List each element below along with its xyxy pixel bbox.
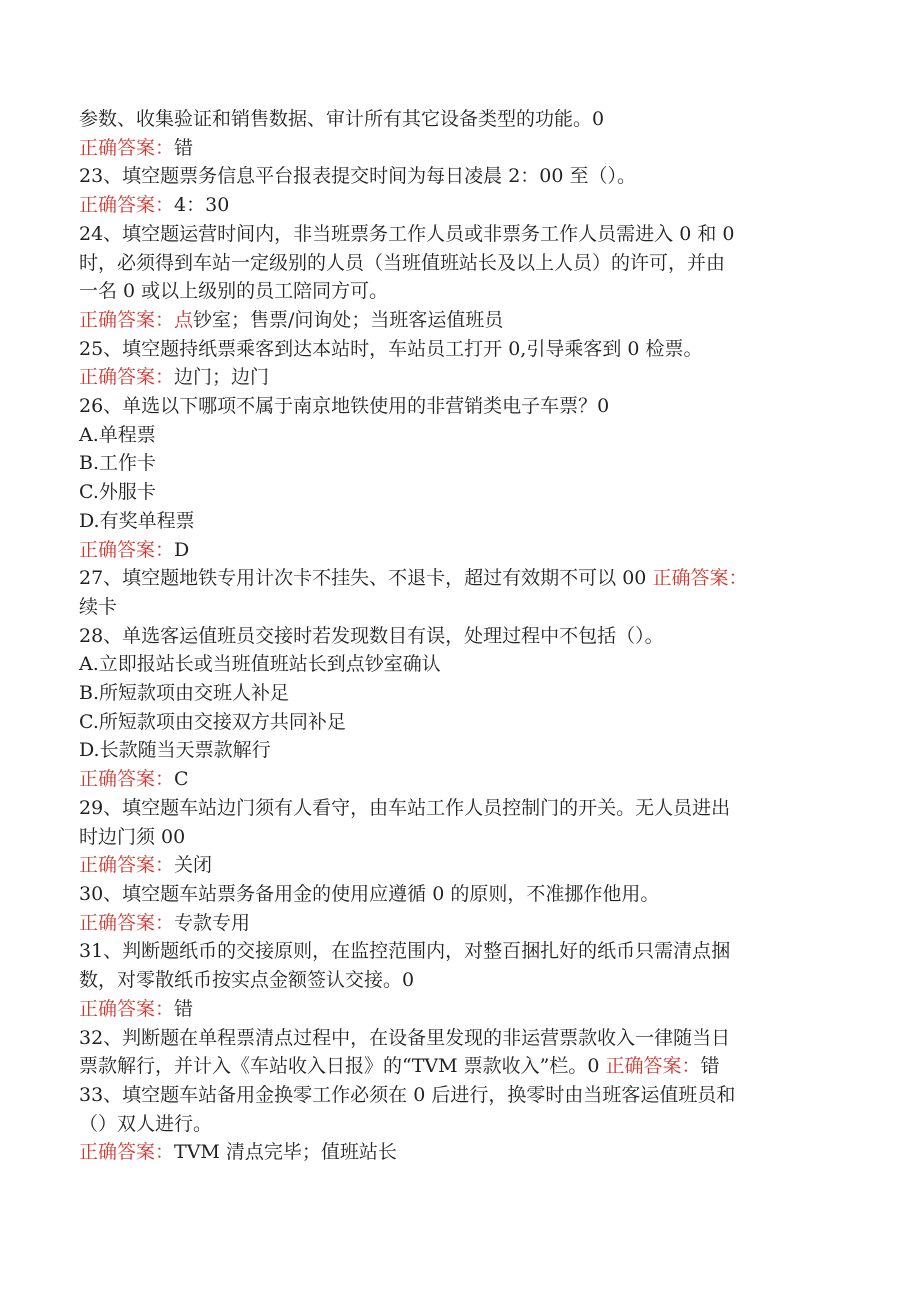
answer-label: 正确答案： <box>79 1141 175 1164</box>
text-segment: 钞室；售票/问询处；当班客运值班员 <box>193 308 504 331</box>
text-line <box>79 134 839 163</box>
text-line <box>79 335 839 364</box>
text-line <box>79 1110 839 1139</box>
answer-label: 正确答案： <box>652 567 748 590</box>
text-segment: 边门；边门 <box>174 366 270 389</box>
text-line <box>79 249 839 278</box>
answer-label: 正确答案： <box>79 538 175 561</box>
text-segment: 时，必须得到车站一定级别的人员（当班值班站长及以上人员）的许可，并由 <box>79 251 726 274</box>
answer-label: 正确答案： <box>79 366 175 389</box>
answer-label: 正确答案： <box>79 911 175 934</box>
text-segment: 数，对零散纸币按实点金额签认交接。0 <box>79 969 415 992</box>
text-line <box>79 191 839 220</box>
text-line <box>79 1081 839 1110</box>
text-segment: A.单程票 <box>79 423 156 446</box>
text-line <box>79 622 839 651</box>
text-segment: （）双人进行。 <box>79 1112 213 1135</box>
text-segment: 专款专用 <box>174 911 251 934</box>
text-segment: 错 <box>700 1055 720 1078</box>
text-line <box>79 306 839 335</box>
text-segment: D.长款随当天票款解行 <box>79 739 271 762</box>
text-line <box>79 277 839 306</box>
text-segment: 26、单选以下哪项不属于南京地铁使用的非营销类电子车票？0 <box>79 395 610 418</box>
text-segment: B.工作卡 <box>79 452 157 475</box>
text-line <box>79 564 839 593</box>
text-line <box>79 1052 839 1081</box>
text-line <box>79 105 839 134</box>
text-segment: B.所短款项由交班人补足 <box>79 682 290 705</box>
text-segment: 33、填空题车站备用金换零工作必须在 0 后进行，换零时由当班客运值班员和 <box>79 1083 736 1106</box>
text-segment: 27、填空题地铁专用计次卡不挂失、不退卡，超过有效期不可以 00 <box>79 567 653 590</box>
text-segment: C <box>174 768 189 791</box>
text-segment: 4：30 <box>174 194 230 217</box>
text-line <box>79 650 839 679</box>
text-segment: 错 <box>174 136 194 159</box>
answer-label: 正确答案： <box>79 854 175 877</box>
text-line <box>79 392 839 421</box>
text-line <box>79 536 839 565</box>
answer-label: 正确答案： <box>79 768 175 791</box>
text-segment: 25、填空题持纸票乘客到达本站时，车站员工打开 0,引导乘客到 0 检票。 <box>79 337 703 360</box>
text-segment: 30、填空题车站票务备用金的使用应遵循 0 的原则，不准挪作他用。 <box>79 882 660 905</box>
text-segment: 错 <box>174 997 194 1020</box>
text-segment: 关闭 <box>174 854 213 877</box>
text-segment: C.所短款项由交接双方共同补足 <box>79 710 346 733</box>
text-line <box>79 765 839 794</box>
text-segment: D.有奖单程票 <box>79 509 195 532</box>
text-line <box>79 937 839 966</box>
text-line <box>79 880 839 909</box>
answer-label: 正确答案： <box>605 1055 701 1078</box>
text-line <box>79 421 839 450</box>
text-segment: C.外服卡 <box>79 481 156 504</box>
document-body <box>79 105 839 1167</box>
text-line <box>79 363 839 392</box>
answer-label: 正确答案： <box>79 136 175 159</box>
text-segment: 24、填空题运营时间内，非当班票务工作人员或非票务工作人员需进入 0 和 0 <box>79 222 735 245</box>
text-segment: 32、判断题在单程票清点过程中，在设备里发现的非运营票款收入一律随当日 <box>79 1026 731 1049</box>
text-line <box>79 995 839 1024</box>
text-segment: 票款解行，并计入《车站收入日报》的“TVM 票款收入”栏。0 <box>79 1055 606 1078</box>
text-segment: 23、填空题票务信息平台报表提交时间为每日凌晨 2：00 至（）。 <box>79 165 637 188</box>
text-segment: 29、填空题车站边门须有人看守，由车站工作人员控制门的开关。无人员进出 <box>79 796 731 819</box>
text-line <box>79 679 839 708</box>
answer-label: 正确答案： <box>79 194 175 217</box>
text-line <box>79 909 839 938</box>
text-segment: 续卡 <box>79 595 118 618</box>
text-line <box>79 1024 839 1053</box>
text-line <box>79 1138 839 1167</box>
text-line <box>79 478 839 507</box>
text-segment: TVM 清点完毕；值班站长 <box>174 1141 397 1164</box>
text-line <box>79 736 839 765</box>
text-segment: 参数、收集验证和销售数据、审计所有其它设备类型的功能。0 <box>79 108 605 130</box>
text-segment: 一名 0 或以上级别的员工陪同方可。 <box>79 280 389 303</box>
text-line <box>79 507 839 536</box>
text-line <box>79 162 839 191</box>
text-line <box>79 449 839 478</box>
text-segment: 28、单选客运值班员交接时若发现数目有误，处理过程中不包括（）。 <box>79 624 664 647</box>
text-line <box>79 823 839 852</box>
answer-label: 正确答案： <box>79 997 175 1020</box>
answer-label: 正确答案：点 <box>79 308 194 331</box>
text-line <box>79 794 839 823</box>
text-line <box>79 966 839 995</box>
text-line <box>79 708 839 737</box>
text-segment: D <box>174 538 190 561</box>
text-line <box>79 593 839 622</box>
text-line <box>79 851 839 880</box>
text-segment: A.立即报站长或当班值班站长到点钞室确认 <box>79 653 441 676</box>
text-line <box>79 220 839 249</box>
text-segment: 31、判断题纸币的交接原则，在监控范围内，对整百捆扎好的纸币只需清点捆 <box>79 940 731 963</box>
text-segment: 时边门须 00 <box>79 825 186 848</box>
